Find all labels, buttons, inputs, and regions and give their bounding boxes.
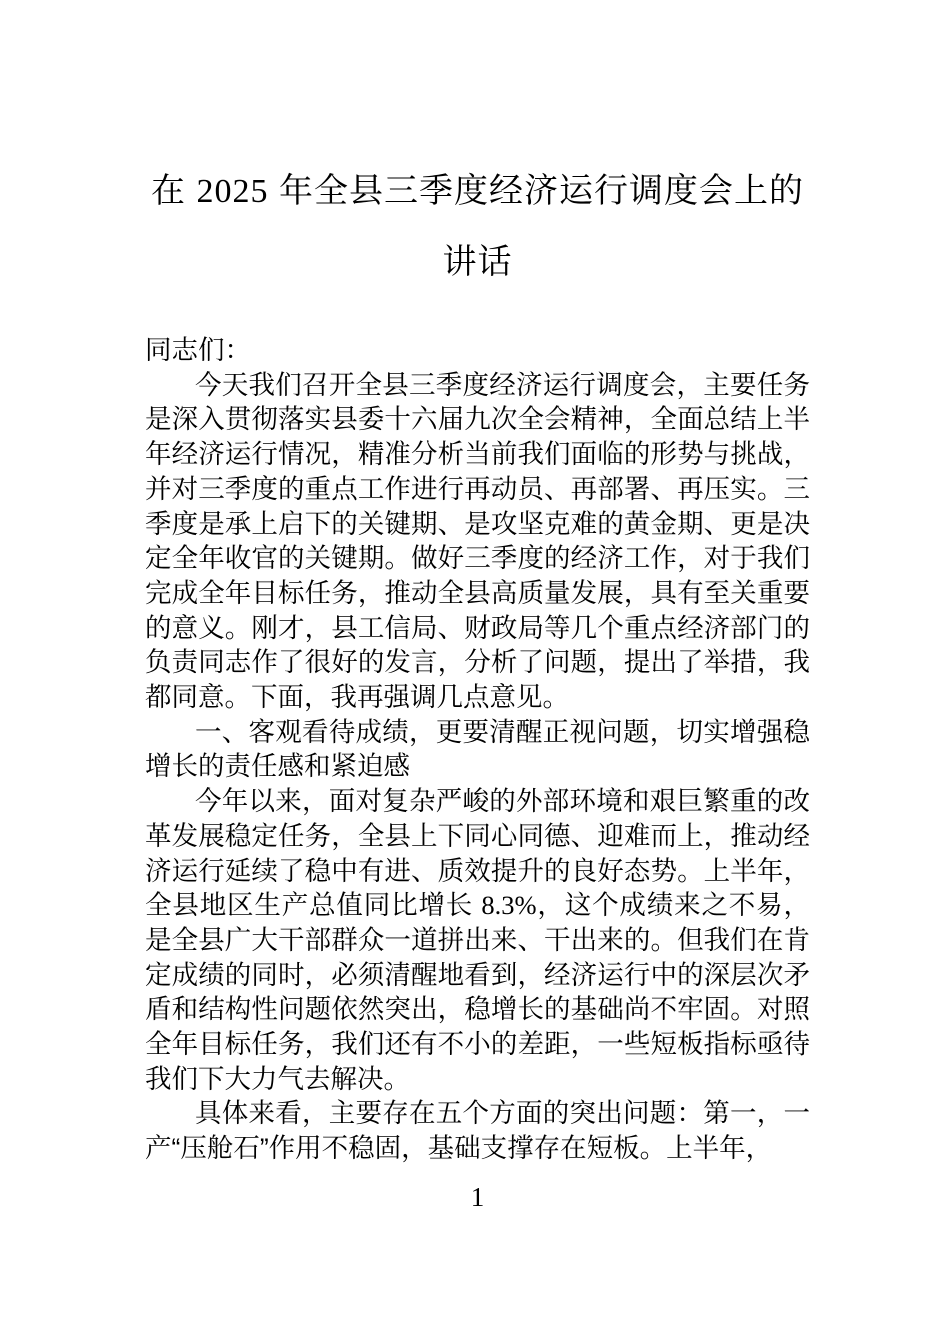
salutation: 同志们：: [145, 335, 251, 365]
section-heading-1: 一、客观看待成绩，更要清醒正视问题，切实增强稳增长的责任感和紧迫感: [145, 716, 810, 782]
paragraph-intro: 今天我们召开全县三季度经济运行调度会，主要任务是深入贯彻落实县委十六届九次全会精神，全面总结上半年经济运行情况，精准分析当前我们面临的形势与挑战，并对三季度的重点工作进行再动员、再部署、再压实。三季度是承上启下的关键期、是攻坚克难的黄金期、更是决定全年收官的关键期。做好三季度的经济工作，对于我们完成全年目标任务，推动全县高质量发展，具有至关重要的意义。刚才，县工信局、财政局等几个重点经济部门的负责同志作了很好的发言，分析了问题，提出了举措，我都同意。下面，我再强调几点意见。: [145, 369, 810, 713]
paragraph-review: [145, 784, 810, 1096]
title-segment-suffix: 年全县三季度经济运行调度会上的讲话: [268, 172, 804, 281]
document-title: [145, 0, 810, 297]
review-text-after-stat: ，这个成绩来之不易，是全县广大干部群众一道拼出来、干出来的。但我们在肯定成绩的同时，必须清醒地看到，经济运行中的深层次矛盾和结构性问题依然突出，稳增长的基础尚不牢固。对照全年目标任务，我们还有不小的差距，一些短板指标亟待我们下大力气去解决。: [145, 890, 810, 1094]
document-body: [145, 333, 810, 1166]
title-year: 2025: [196, 173, 269, 210]
gdp-growth-stat: 8.3%: [481, 890, 537, 921]
review-text-before-stat: 今年以来，面对复杂严峻的外部环境和艰巨繁重的改革发展稳定任务，全县上下同心同德、迎难而上，推动经济运行延续了稳中有进、质效提升的良好态势。上半年，全县地区生产总值同比增长: [145, 786, 810, 921]
document-content: [145, 0, 810, 1212]
page-number: 1: [470, 1181, 485, 1212]
title-segment-prefix: 在: [151, 172, 197, 210]
paragraph-issues: 具体来看，主要存在五个方面的突出问题：第一，一产“压舱石”作用不稳固，基础支撑存在短板。上半年，: [145, 1098, 810, 1164]
